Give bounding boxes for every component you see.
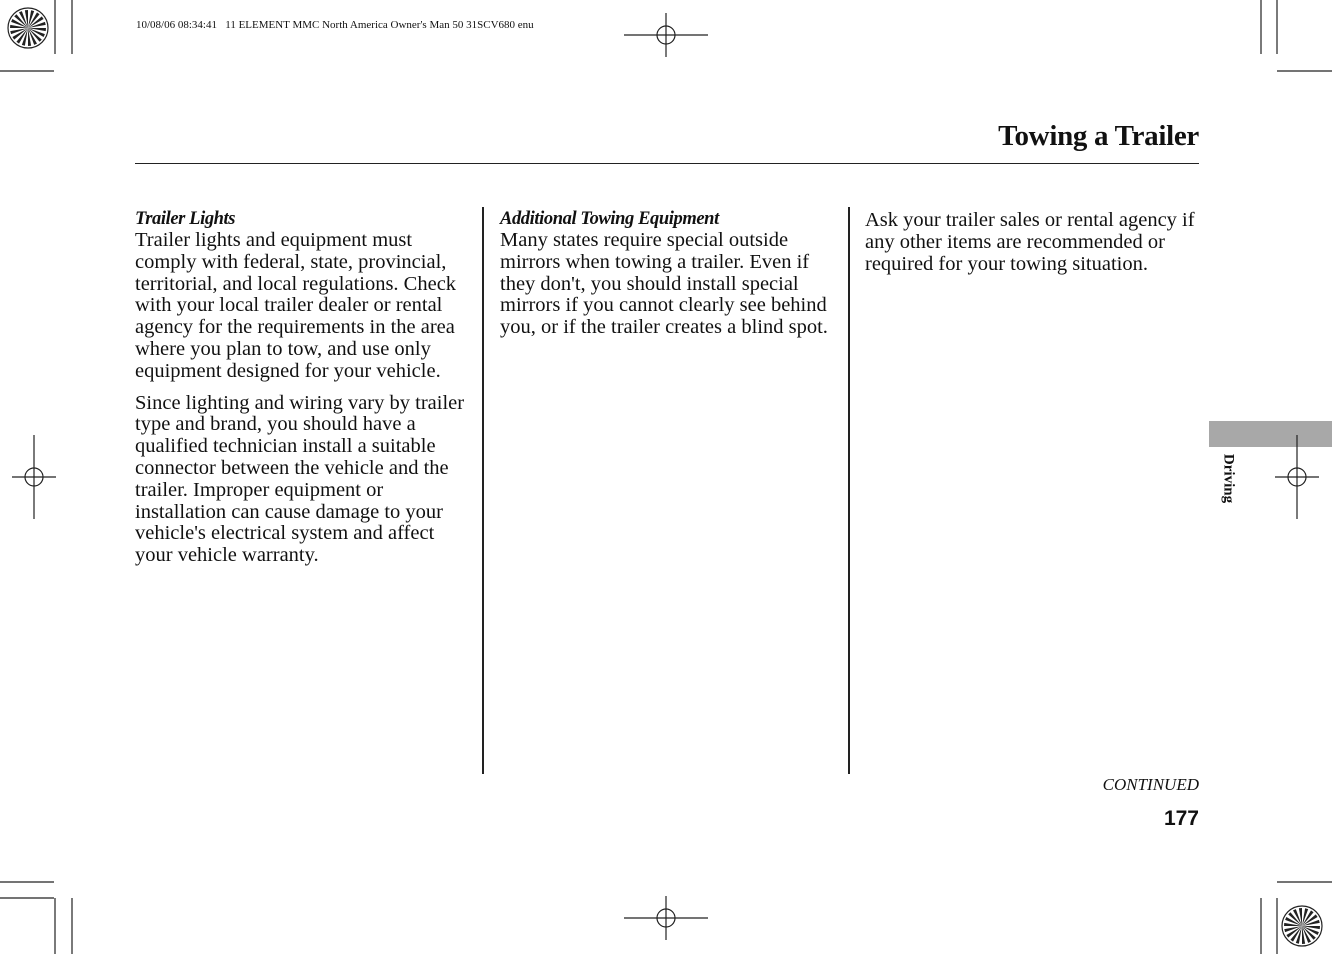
registration-mark-icon [624,13,708,57]
paragraph: Many states require special outside mirrors when towing a trailer. Even if they don't, you should install special mirrors if you cannot clearly see behind you, or if the trailer creates a blind spot. [500,229,828,339]
section-tab-label: Driving [1220,453,1237,504]
crop-mark-icon [1261,0,1332,71]
crop-mark-icon [0,882,72,954]
registration-mark-icon [624,896,708,940]
continued-label: CONTINUED [1102,775,1199,794]
registration-mark-icon [12,435,56,519]
section-heading: Additional Towing Equipment [500,209,719,229]
starburst-target-icon [1282,906,1322,946]
section-heading: Trailer Lights [135,209,236,229]
print-info: 10/08/06 08:34:41 11 ELEMENT MMC North America Owner's Man 50 31SCV680 enu [136,19,534,31]
page-number: 177 [1163,807,1199,830]
paragraph: Trailer lights and equipment must comply with federal, state, provincial, territorial, and local regulations. Check with your local trailer dealer or rental agency for the requirements in the area where you plan to tow, and use only equipment designed for your vehicle. [135,229,457,382]
page-title: Towing a Trailer [998,120,1199,152]
paragraph: Since lighting and wiring vary by trailer type and brand, you should have a qualified technician install a suitable connector between the vehicle and the trailer. Improper equipment or installation can cause damage to your vehicle's electrical system and affect your vehicle warranty. [135,391,465,567]
paragraph: Ask your trailer sales or rental agency if any other items are recommended or required for your towing situation. [865,209,1195,275]
starburst-target-icon [8,8,48,48]
registration-mark-icon [1275,435,1319,519]
